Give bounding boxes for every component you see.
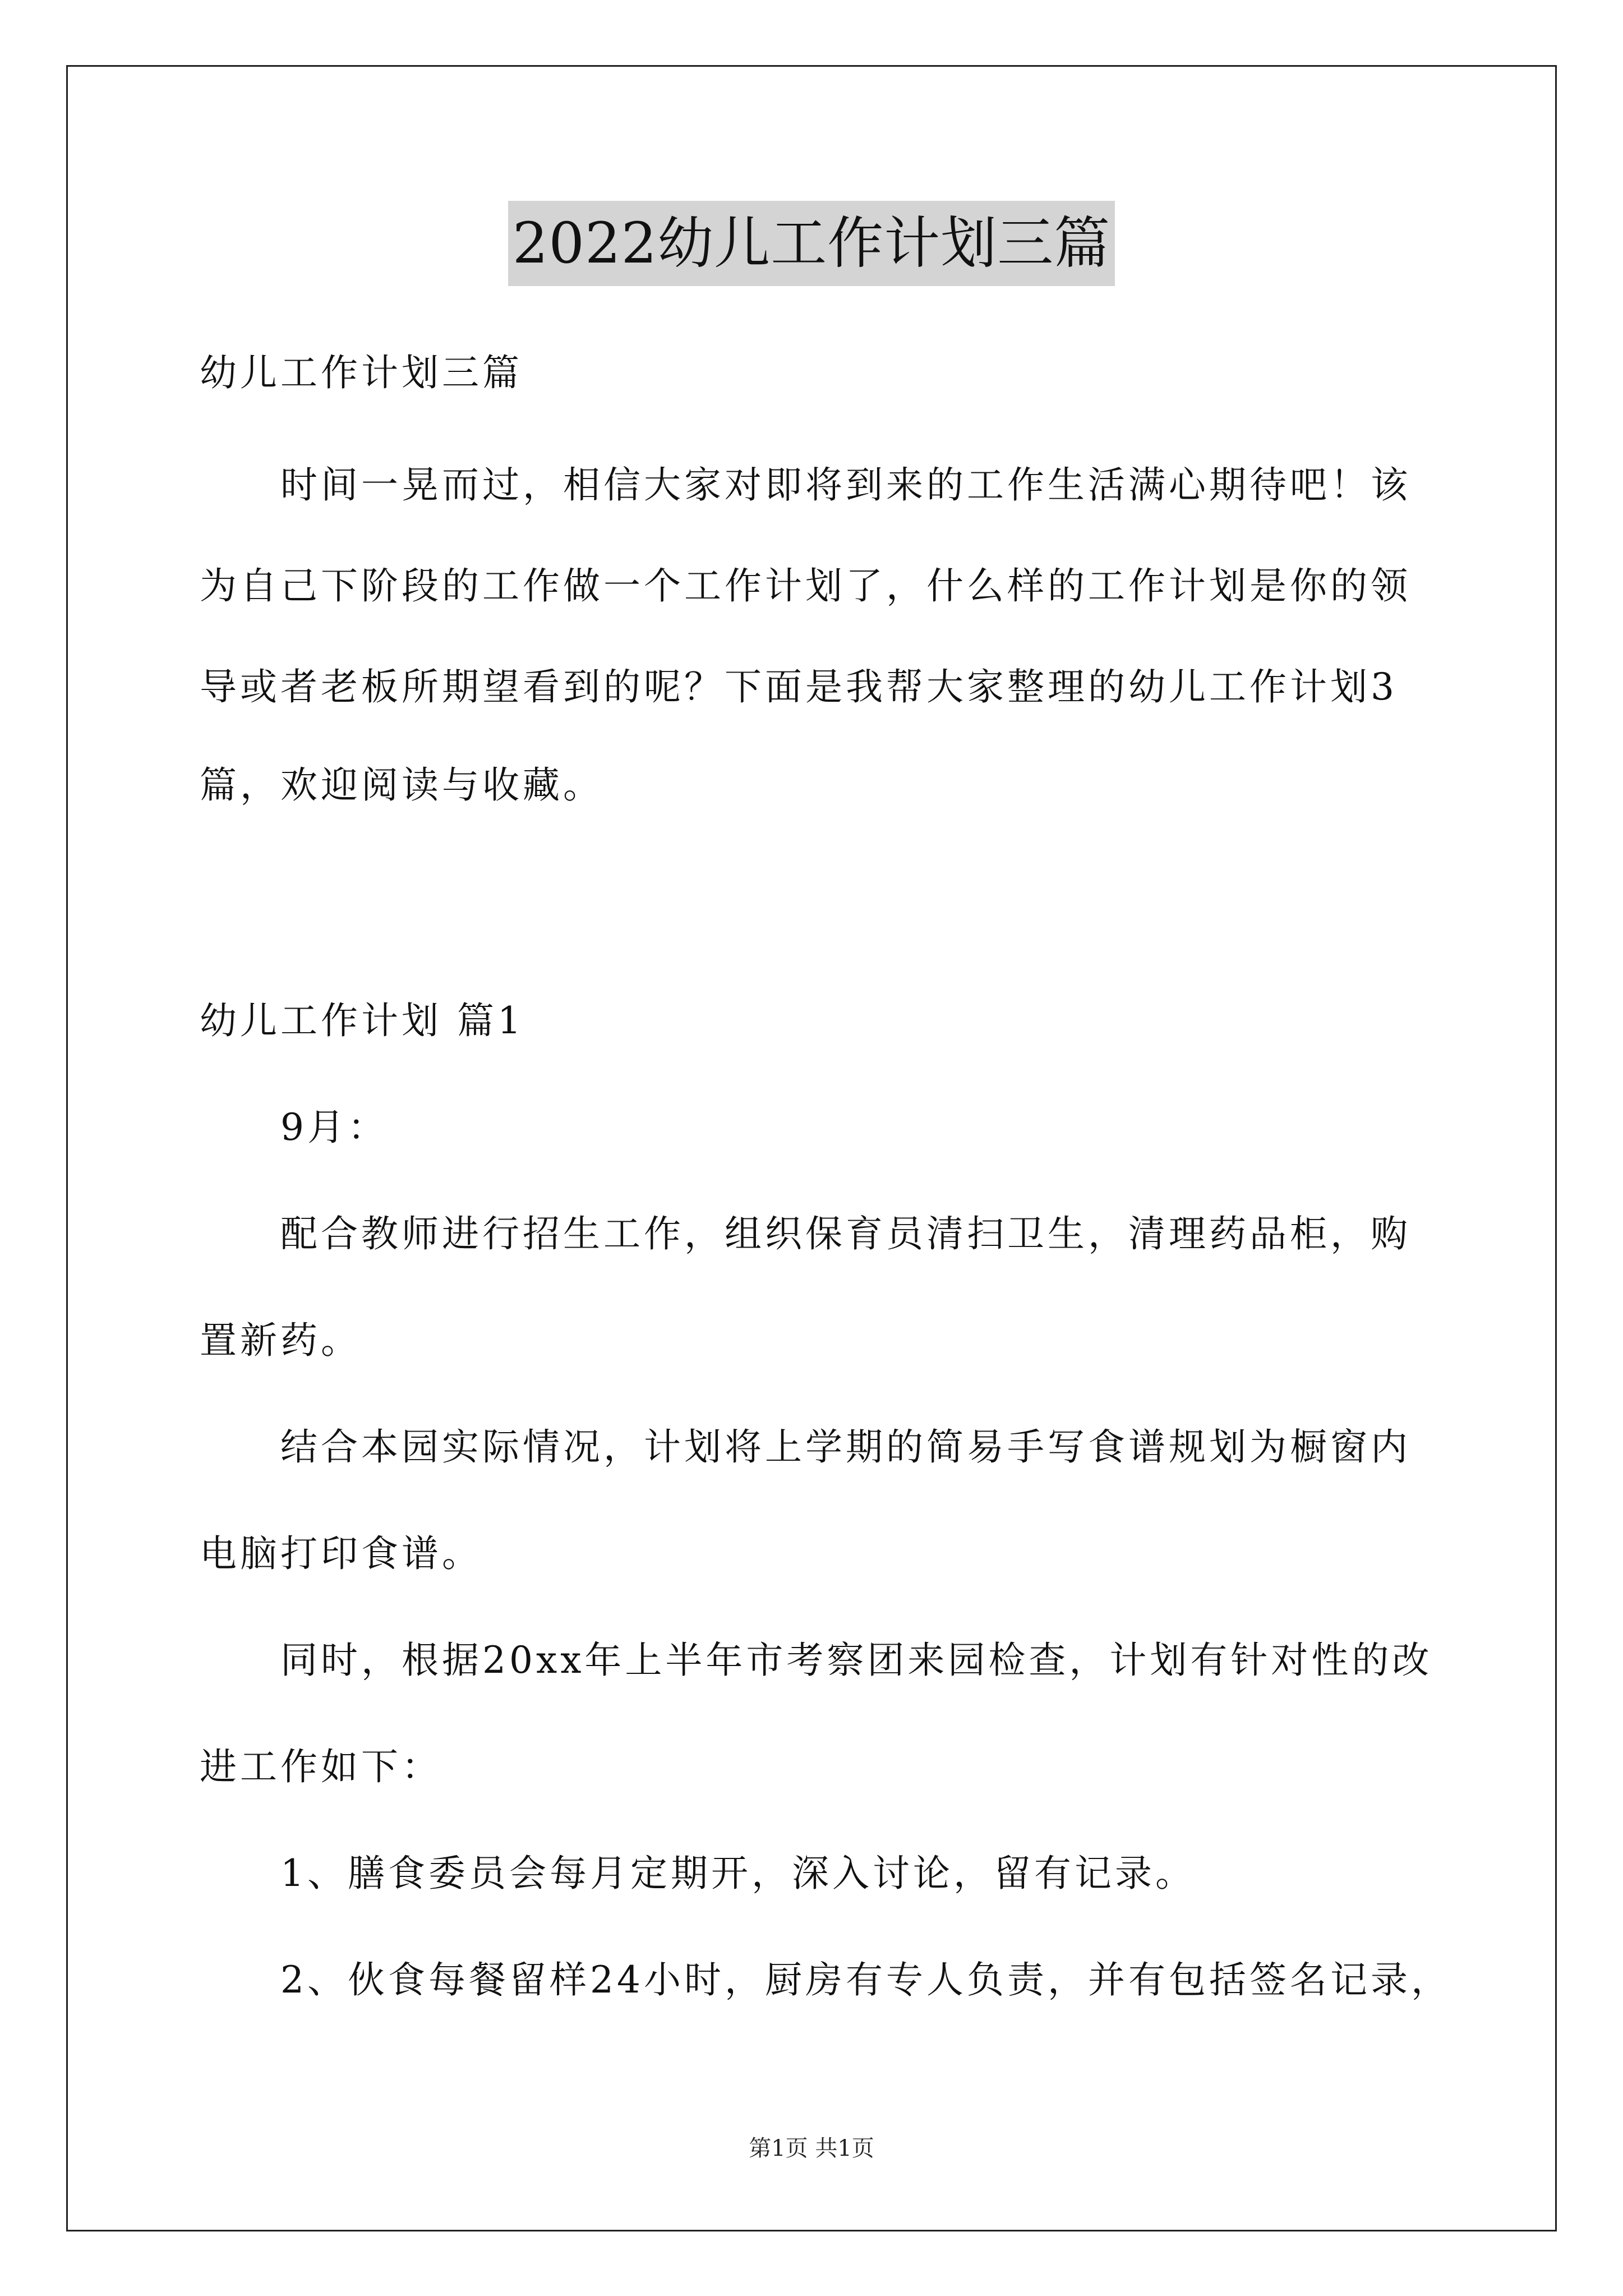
paragraph-line: 结合本园实际情况，计划将上学期的简易手写食谱规划为橱窗内 [280,1425,1411,1469]
document-title: 2022幼儿工作计划三篇 [508,201,1115,286]
paragraph-line: 电脑打印食谱。 [200,1532,482,1575]
list-item: 1、膳食委员会每月定期开，深入讨论，留有记录。 [280,1852,1196,1895]
paragraph-line: 时间一晃而过，相信大家对即将到来的工作生活满心期待吧！该 [280,463,1411,507]
paragraph-line: 导或者老板所期望看到的呢？下面是我帮大家整理的幼儿工作计划3 [200,665,1398,708]
paragraph-line: 配合教师进行招生工作，组织保育员清扫卫生，清理药品柜，购 [280,1212,1411,1255]
page-footer: 第1页 共1页 [749,2136,874,2161]
paragraph-line: 9月： [280,1106,388,1149]
subtitle-line: 幼儿工作计划三篇 [200,351,523,394]
paragraph-line: 篇，欢迎阅读与收藏。 [200,763,603,807]
paragraph-line: 同时，根据20xx年上半年市考察团来园检查，计划有针对性的改 [280,1639,1433,1682]
list-item: 2、伙食每餐留样24小时，厨房有专人负责，并有包括签名记录， [280,1958,1451,2001]
paragraph-line: 为自己下阶段的工作做一个工作计划了，什么样的工作计划是你的领 [200,564,1411,608]
title-container [0,201,1623,286]
section-heading: 幼儿工作计划 篇1 [200,999,524,1042]
paragraph-line: 置新药。 [200,1319,361,1362]
paragraph-line: 进工作如下： [200,1745,442,1788]
